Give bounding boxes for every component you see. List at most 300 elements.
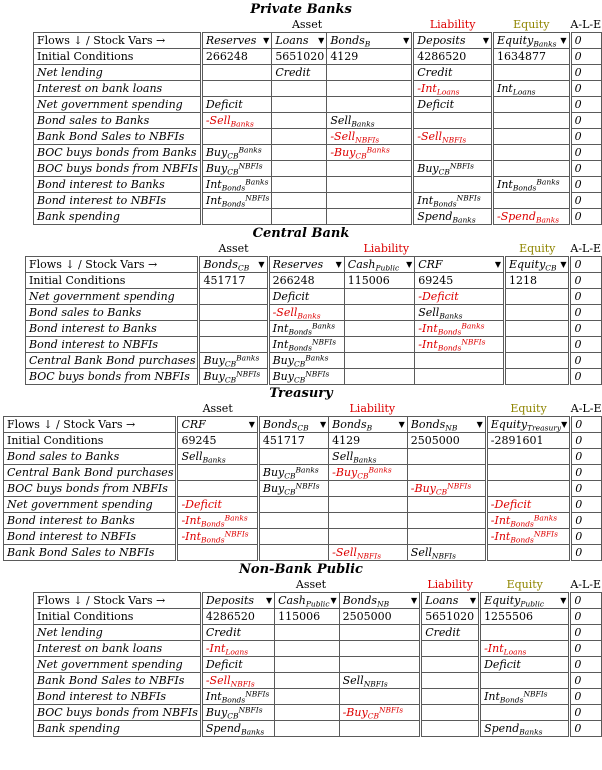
cell[interactable]: 4286520 (201, 609, 274, 625)
row-label[interactable]: Bond sales to Banks (26, 305, 199, 321)
filter-dropdown-icon[interactable]: ▼ (560, 259, 567, 269)
filter-dropdown-icon[interactable]: ▼ (330, 595, 337, 605)
row-label[interactable]: Bond interest to NBFIs (34, 689, 202, 705)
cell[interactable]: -Int$_{Bonds}^{Banks}$ (415, 321, 505, 337)
ale-cell[interactable]: 0 (570, 113, 601, 129)
cell[interactable]: Buy$_{CB}^{NBFIs}$ (413, 161, 493, 177)
cell[interactable]: Buy$_{CB}^{Banks}$ (199, 353, 268, 369)
cell[interactable]: -Int$_{Loans}$ (413, 81, 493, 97)
cell[interactable]: -Buy$_{CB}^{NBFIs}$ (407, 481, 486, 497)
cell[interactable]: Deficit (413, 97, 493, 113)
column-header[interactable] (199, 257, 268, 273)
ale-cell[interactable]: 0 (570, 689, 602, 705)
cell[interactable]: Int$_{Bonds}^{NBFIs}$ (480, 689, 570, 705)
cell[interactable]: -Sell$_{Banks}$ (201, 113, 271, 129)
cell[interactable]: -Int$_{Bonds}^{Banks}$ (486, 513, 570, 529)
row-label[interactable]: Central Bank Bond purchases (26, 353, 199, 369)
cell[interactable] (493, 65, 571, 81)
cell[interactable] (275, 689, 339, 705)
cell[interactable] (275, 625, 339, 641)
cell[interactable] (421, 721, 480, 737)
cell[interactable]: Credit (413, 65, 493, 81)
cell[interactable]: Buy$_{CB}^{NBFIs}$ (199, 369, 268, 385)
ale-cell[interactable]: 0 (570, 337, 602, 353)
cell[interactable] (480, 625, 570, 641)
cell[interactable]: -Int$_{Bonds}^{NBFIs}$ (486, 529, 570, 545)
corner-header[interactable]: Flows ↓ / Stock Vars → (34, 593, 202, 609)
cell[interactable] (258, 497, 328, 513)
column-header[interactable] (272, 33, 327, 49)
cell[interactable]: -Sell$_{NBFIs}$ (201, 673, 274, 689)
cell[interactable] (344, 337, 414, 353)
cell[interactable] (327, 193, 413, 209)
row-label[interactable]: Bank Bond Sales to NBFIs (4, 545, 177, 561)
row-label[interactable]: Bank Bond Sales to NBFIs (34, 673, 202, 689)
cell[interactable] (421, 641, 480, 657)
equity-group-header: Equity (513, 18, 550, 31)
ale-cell[interactable]: 0 (571, 481, 602, 497)
cell[interactable]: Spend$_{Banks}$ (480, 721, 570, 737)
column-header[interactable] (275, 593, 339, 609)
cell[interactable]: Credit (201, 625, 274, 641)
cell[interactable]: 5651020 (272, 49, 327, 65)
cell[interactable]: 4129 (329, 433, 408, 449)
cell[interactable]: Sell$_{Banks}$ (329, 449, 408, 465)
row-label[interactable]: Bond sales to Banks (34, 113, 202, 129)
column-header[interactable] (177, 417, 258, 433)
ale-cell[interactable]: 0 (570, 721, 602, 737)
ale-cell[interactable]: 0 (570, 641, 602, 657)
filter-dropdown-icon[interactable]: ▼ (469, 595, 477, 605)
cell[interactable] (272, 209, 327, 225)
cell[interactable] (421, 705, 480, 721)
cell[interactable]: -Sell$_{Banks}$ (268, 305, 344, 321)
cell[interactable]: -Buy$_{CB}^{Banks}$ (329, 465, 408, 481)
row-label[interactable]: Bond interest to NBFIs (34, 193, 202, 209)
row-label[interactable]: Bank spending (34, 209, 202, 225)
cell[interactable] (329, 513, 408, 529)
table-row (34, 641, 602, 657)
column-header[interactable] (421, 593, 480, 609)
ale-cell[interactable]: 0 (570, 321, 602, 337)
cell[interactable]: -Int$_{Loans}$ (480, 641, 570, 657)
row-label[interactable]: Bond sales to Banks (4, 449, 177, 465)
ale-cell[interactable]: 0 (570, 673, 602, 689)
cell[interactable] (421, 673, 480, 689)
filter-dropdown-icon[interactable]: ▼ (406, 259, 413, 269)
row-label[interactable]: Initial Conditions (4, 433, 177, 449)
cell[interactable]: 451717 (258, 433, 328, 449)
cell[interactable] (493, 129, 571, 145)
cell[interactable]: 69245 (177, 433, 258, 449)
cell[interactable] (493, 161, 571, 177)
filter-dropdown-icon[interactable]: ▼ (560, 35, 567, 45)
ale-cell[interactable]: 0 (570, 65, 601, 81)
cell[interactable] (339, 641, 421, 657)
cell[interactable]: -Sell$_{NBFIs}$ (327, 129, 413, 145)
row-label[interactable]: Interest on bank loans (34, 641, 202, 657)
cell[interactable]: Sell$_{NBFIs}$ (339, 673, 421, 689)
cell[interactable] (421, 657, 480, 673)
row-label[interactable]: Interest on bank loans (34, 81, 202, 97)
ale-cell[interactable]: 0 (570, 81, 601, 97)
ale-cell[interactable]: 0 (571, 449, 602, 465)
ale-cell[interactable]: 0 (570, 705, 602, 721)
cell[interactable] (272, 193, 327, 209)
cell[interactable] (486, 449, 570, 465)
cell[interactable] (407, 449, 486, 465)
row-label[interactable]: BOC buys bonds from NBFIs (34, 705, 202, 721)
row-label[interactable]: Net government spending (34, 657, 202, 673)
filter-dropdown-icon[interactable]: ▼ (476, 419, 483, 429)
cell[interactable] (329, 529, 408, 545)
ale-cell[interactable]: 0 (570, 289, 602, 305)
cell[interactable]: Sell$_{Banks}$ (415, 305, 505, 321)
cell[interactable] (275, 705, 339, 721)
column-header[interactable] (258, 417, 328, 433)
cell[interactable]: Sell$_{NBFIs}$ (407, 545, 486, 561)
filter-dropdown-icon[interactable]: ▼ (335, 259, 342, 269)
cell[interactable]: Buy$_{CB}^{NBFIs}$ (258, 481, 328, 497)
cell[interactable] (272, 177, 327, 193)
cell[interactable]: Int$_{Loans}$ (493, 81, 571, 97)
ale-cell[interactable]: 0 (570, 257, 602, 273)
row-label[interactable]: Net lending (34, 625, 202, 641)
cell[interactable] (407, 513, 486, 529)
cell[interactable] (413, 113, 493, 129)
ale-cell[interactable]: 0 (571, 529, 602, 545)
filter-dropdown-icon[interactable]: ▼ (494, 259, 501, 269)
row-label[interactable]: Central Bank Bond purchases (4, 465, 177, 481)
cell[interactable] (344, 369, 414, 385)
cell[interactable]: 4286520 (413, 49, 493, 65)
table-treasury (0, 402, 602, 561)
cell[interactable] (327, 177, 413, 193)
cell[interactable]: -Buy$_{CB}^{Banks}$ (327, 145, 413, 161)
cell[interactable]: -Sell$_{NBFIs}$ (329, 545, 408, 561)
column-header[interactable] (329, 417, 408, 433)
ale-cell[interactable]: 0 (570, 193, 601, 209)
row-label[interactable]: Initial Conditions (34, 49, 202, 65)
column-header[interactable] (327, 33, 413, 49)
cell[interactable] (201, 65, 271, 81)
cell[interactable] (413, 145, 493, 161)
ale-cell[interactable]: 0 (570, 129, 601, 145)
column-header[interactable] (407, 417, 486, 433)
column-header[interactable] (201, 593, 274, 609)
row-label[interactable]: BOC buys bonds from NBFIs (26, 369, 199, 385)
cell[interactable] (258, 529, 328, 545)
row-label[interactable]: Net government spending (26, 289, 199, 305)
cell[interactable]: Int$_{Bonds}^{NBFIs}$ (201, 193, 271, 209)
cell[interactable] (275, 721, 339, 737)
cell[interactable] (272, 97, 327, 113)
row-label[interactable]: BOC buys bonds from Banks (34, 145, 202, 161)
cell[interactable]: 69245 (415, 273, 505, 289)
ale-cell[interactable]: 0 (570, 609, 602, 625)
cell[interactable] (199, 321, 268, 337)
table-row (34, 609, 602, 625)
row-label[interactable]: Bank Bond Sales to NBFIs (34, 129, 202, 145)
row-label[interactable]: Bond interest to Banks (26, 321, 199, 337)
cell[interactable] (329, 497, 408, 513)
cell[interactable]: Spend$_{Banks}$ (201, 721, 274, 737)
filter-dropdown-icon[interactable]: ▼ (263, 35, 270, 45)
cell[interactable]: 1255506 (480, 609, 570, 625)
cell[interactable] (407, 465, 486, 481)
ale-cell[interactable]: 0 (570, 97, 601, 113)
cell[interactable] (504, 369, 570, 385)
cell[interactable] (493, 145, 571, 161)
cell[interactable]: 1218 (504, 273, 570, 289)
cell[interactable] (272, 129, 327, 145)
cell[interactable] (504, 305, 570, 321)
cell[interactable]: 266248 (268, 273, 344, 289)
cell[interactable]: 2505000 (407, 433, 486, 449)
cell[interactable] (415, 353, 505, 369)
cell[interactable] (407, 529, 486, 545)
column-header-label: Reserves (205, 33, 257, 47)
row-label[interactable]: BOC buys bonds from NBFIs (34, 161, 202, 177)
cell[interactable] (201, 209, 271, 225)
cell[interactable] (486, 481, 570, 497)
cell[interactable] (199, 305, 268, 321)
cell[interactable] (339, 721, 421, 737)
cell[interactable] (480, 673, 570, 689)
cell[interactable] (486, 465, 570, 481)
cell[interactable]: Deficit (201, 657, 274, 673)
filter-dropdown-icon[interactable]: ▼ (318, 35, 325, 45)
cell[interactable]: Buy$_{CB}^{Banks}$ (201, 145, 271, 161)
cell[interactable] (327, 209, 413, 225)
cell[interactable]: Credit (421, 625, 480, 641)
filter-dropdown-icon[interactable]: ▼ (320, 419, 327, 429)
ale-group-header: A-L-E (570, 242, 602, 255)
cell[interactable] (275, 673, 339, 689)
row-label[interactable]: Initial Conditions (26, 273, 199, 289)
section-private-banks (0, 2, 602, 225)
cell[interactable] (272, 161, 327, 177)
filter-dropdown-icon[interactable]: ▼ (411, 595, 418, 605)
cell[interactable]: Spend$_{Banks}$ (413, 209, 493, 225)
filter-dropdown-icon[interactable]: ▼ (482, 35, 489, 45)
cell[interactable]: -Int$_{Bonds}^{NBFIs}$ (177, 529, 258, 545)
cell[interactable]: -Int$_{Loans}$ (201, 641, 274, 657)
cell[interactable] (177, 545, 258, 561)
row-label[interactable]: Bond interest to Banks (4, 513, 177, 529)
cell[interactable]: -Deficit (177, 497, 258, 513)
cell[interactable] (339, 625, 421, 641)
ale-cell[interactable]: 0 (571, 513, 602, 529)
ale-cell[interactable]: 0 (570, 33, 601, 49)
ale-cell[interactable]: 0 (571, 417, 602, 433)
ale-cell[interactable]: 0 (570, 49, 601, 65)
cell[interactable] (177, 465, 258, 481)
cell[interactable]: 5651020 (421, 609, 480, 625)
column-header[interactable] (339, 593, 421, 609)
section-header-row (34, 18, 602, 33)
cell[interactable]: Int$_{Bonds}^{Banks}$ (493, 177, 571, 193)
cell[interactable]: 266248 (201, 49, 271, 65)
column-header[interactable] (413, 33, 493, 49)
cell[interactable]: -2891601 (486, 433, 570, 449)
ale-cell[interactable]: 0 (570, 353, 602, 369)
cell[interactable]: -Deficit (415, 289, 505, 305)
cell[interactable] (344, 289, 414, 305)
cell[interactable] (504, 337, 570, 353)
cell[interactable] (493, 193, 571, 209)
cell[interactable]: 115006 (344, 273, 414, 289)
cell[interactable] (275, 657, 339, 673)
cell[interactable]: 4129 (327, 49, 413, 65)
row-label[interactable]: Bond interest to Banks (34, 177, 202, 193)
ale-cell[interactable]: 0 (571, 465, 602, 481)
cell[interactable]: Sell$_{Banks}$ (327, 113, 413, 129)
cell[interactable]: Credit (272, 65, 327, 81)
cell[interactable] (493, 113, 571, 129)
cell[interactable]: Int$_{Bonds}^{Banks}$ (201, 177, 271, 193)
column-header[interactable] (486, 417, 570, 433)
ale-cell[interactable]: 0 (570, 145, 601, 161)
cell[interactable] (327, 97, 413, 113)
column-header-row (34, 593, 602, 609)
filter-dropdown-icon[interactable]: ▼ (398, 419, 405, 429)
cell[interactable]: Int$_{Bonds}^{NBFIs}$ (201, 689, 274, 705)
cell[interactable] (504, 353, 570, 369)
cell[interactable] (272, 145, 327, 161)
corner-header[interactable]: Flows ↓ / Stock Vars → (26, 257, 199, 273)
cell[interactable]: -Sell$_{NBFIs}$ (413, 129, 493, 145)
row-label[interactable]: Net lending (34, 65, 202, 81)
cell[interactable]: 2505000 (339, 609, 421, 625)
cell[interactable] (344, 321, 414, 337)
row-label[interactable]: Net government spending (4, 497, 177, 513)
column-header[interactable] (480, 593, 570, 609)
cell[interactable]: Buy$_{CB}^{NBFIs}$ (201, 705, 274, 721)
ale-cell[interactable]: 0 (570, 177, 601, 193)
cell[interactable] (415, 369, 505, 385)
cell[interactable] (201, 129, 271, 145)
cell[interactable] (272, 81, 327, 97)
filter-dropdown-icon[interactable]: ▼ (265, 595, 273, 605)
cell[interactable] (421, 689, 480, 705)
cell[interactable]: 1634877 (493, 49, 571, 65)
column-header[interactable] (493, 33, 571, 49)
cell[interactable] (493, 97, 571, 113)
cell[interactable] (344, 353, 414, 369)
row-label[interactable]: BOC buys bonds from NBFIs (4, 481, 177, 497)
group-spacer (4, 402, 177, 417)
cell[interactable] (413, 177, 493, 193)
cell[interactable]: Buy$_{CB}^{NBFIs}$ (268, 369, 344, 385)
cell[interactable] (201, 81, 271, 97)
cell[interactable] (272, 113, 327, 129)
ale-cell[interactable]: 0 (570, 369, 602, 385)
filter-dropdown-icon[interactable]: ▼ (258, 259, 265, 269)
cell[interactable]: -Int$_{Bonds}^{Banks}$ (177, 513, 258, 529)
cell[interactable] (258, 545, 328, 561)
column-header[interactable] (268, 257, 344, 273)
ale-cell[interactable]: 0 (570, 305, 602, 321)
cell[interactable] (327, 81, 413, 97)
filter-dropdown-icon[interactable]: ▼ (561, 419, 568, 429)
ale-cell[interactable]: 0 (571, 433, 602, 449)
cell[interactable]: Deficit (201, 97, 271, 113)
cell[interactable]: Deficit (480, 657, 570, 673)
cell[interactable] (327, 65, 413, 81)
asset-group-header: Asset (295, 578, 327, 591)
filter-dropdown-icon[interactable]: ▼ (248, 419, 255, 429)
cell[interactable]: -Int$_{Bonds}^{NBFIs}$ (415, 337, 505, 353)
cell[interactable] (275, 641, 339, 657)
cell[interactable]: Buy$_{CB}^{NBFIs}$ (201, 161, 271, 177)
row-label[interactable]: Bank spending (34, 721, 202, 737)
cell[interactable] (339, 657, 421, 673)
cell[interactable] (177, 481, 258, 497)
column-header[interactable] (415, 257, 505, 273)
cell[interactable]: -Deficit (486, 497, 570, 513)
cell[interactable]: -Buy$_{CB}^{NBFIs}$ (339, 705, 421, 721)
ale-cell[interactable]: 0 (570, 161, 601, 177)
filter-dropdown-icon[interactable]: ▼ (403, 35, 410, 45)
cell[interactable] (258, 513, 328, 529)
cell[interactable] (258, 449, 328, 465)
ale-cell[interactable]: 0 (571, 545, 602, 561)
row-label[interactable]: Bond interest to NBFIs (26, 337, 199, 353)
corner-header[interactable]: Flows ↓ / Stock Vars → (34, 33, 202, 49)
cell[interactable]: Deficit (268, 289, 344, 305)
filter-dropdown-icon[interactable]: ▼ (560, 595, 567, 605)
cell[interactable]: Buy$_{CB}^{Banks}$ (268, 353, 344, 369)
cell[interactable] (199, 337, 268, 353)
cell[interactable] (504, 289, 570, 305)
ale-cell[interactable]: 0 (570, 625, 602, 641)
cell[interactable]: Int$_{Bonds}^{NBFIs}$ (268, 337, 344, 353)
ale-cell[interactable]: 0 (570, 593, 602, 609)
cell[interactable]: Sell$_{Banks}$ (177, 449, 258, 465)
ale-cell[interactable]: 0 (571, 497, 602, 513)
table-row (26, 289, 602, 305)
cell[interactable] (327, 161, 413, 177)
column-header[interactable] (344, 257, 414, 273)
column-header[interactable] (504, 257, 570, 273)
ale-cell[interactable]: 0 (570, 209, 601, 225)
row-label[interactable]: Initial Conditions (34, 609, 202, 625)
row-label[interactable]: Net government spending (34, 97, 202, 113)
cell[interactable] (344, 305, 414, 321)
column-header[interactable] (201, 33, 271, 49)
cell[interactable]: Int$_{Bonds}^{Banks}$ (268, 321, 344, 337)
cell[interactable]: 451717 (199, 273, 268, 289)
cell[interactable]: Buy$_{CB}^{Banks}$ (258, 465, 328, 481)
cell[interactable] (486, 545, 570, 561)
column-header-row (26, 257, 602, 273)
cell[interactable] (199, 289, 268, 305)
corner-header[interactable]: Flows ↓ / Stock Vars → (4, 417, 177, 433)
cell[interactable]: -Spend$_{Banks}$ (493, 209, 571, 225)
table-row (34, 177, 602, 193)
cell[interactable]: Int$_{Bonds}^{NBFIs}$ (413, 193, 493, 209)
ale-cell[interactable]: 0 (570, 273, 602, 289)
cell[interactable] (407, 497, 486, 513)
cell[interactable] (504, 321, 570, 337)
cell[interactable]: 115006 (275, 609, 339, 625)
cell[interactable] (339, 689, 421, 705)
ale-cell[interactable]: 0 (570, 657, 602, 673)
cell[interactable] (329, 481, 408, 497)
cell[interactable] (480, 705, 570, 721)
row-label[interactable]: Bond interest to NBFIs (4, 529, 177, 545)
